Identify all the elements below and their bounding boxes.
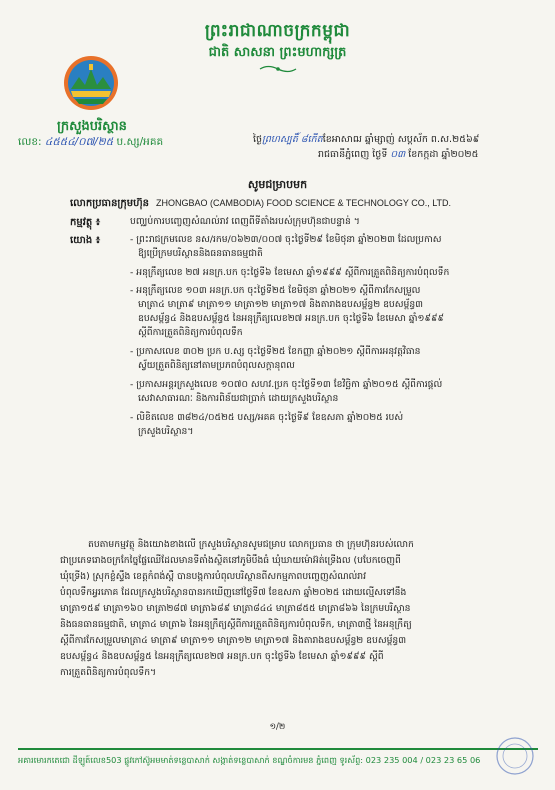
- reference-suffix: ប.ស្ស/អគគ: [116, 136, 164, 148]
- subject-label: កម្មវត្ថុ ៖: [70, 217, 101, 228]
- reference-item: - អនុក្រឹត្យលេខ ២៧ អនក្រ.បក ចុះថ្ងៃទី៦ ខែមេសា ឆ្នាំ១៩៩៩ ស្តីពីការត្រួតពិនិត្យការបំពុលទឹក: [130, 267, 450, 278]
- reference-item: - ព្រះរាជក្រមលេខ នស/រកម/០៦២៣/០០៧ ចុះថ្ងៃទី២៩ ខែមិថុនា ឆ្នាំ២០២៣ ដែលប្រកាស: [130, 234, 442, 245]
- date-rest: ខែអាសាឍ ឆ្នាំម្សាញ់ សប្តស័ក ព.ស.២៥៦៩: [322, 134, 480, 145]
- reference-item: ក្រសួងបរិស្ថាន។: [138, 426, 194, 437]
- footer-divider: [18, 748, 538, 750]
- addressee-khmer: លោកប្រធានក្រុមហ៊ុន: [70, 198, 149, 209]
- ministry-logo-icon: [63, 55, 119, 111]
- body-line: ជាប្រភេទរោងចក្រកែច្នៃផ្លែឈើដែលមានទីតាំងស្ថិតនៅភូមិបឹងធំ ឃុំឃាយម៉ោអ៊ត់ទ្រើងល (បបែកចេញពី: [60, 555, 401, 566]
- reference-item: ស្តីពីការត្រួតពិនិត្យការបំពុលទឹក: [138, 327, 243, 338]
- body-line: ស្តីពីការកែសម្រួលមាត្រា៤ មាត្រា៩ មាត្រា១១ មាត្រា១២ មាត្រា១៧ និងតារាងឧបសម្ព័ន្ធ២ ឧបសម្ព័ន្ធ៣: [60, 635, 407, 646]
- date2-rest: ខែកក្កដា ឆ្នាំ២០២៥: [408, 149, 479, 160]
- gregorian-date-line: [318, 148, 478, 162]
- reference-item: ឱ្យប្រើក្រមបរិស្ថាននិងធនធានធម្មជាតិ: [138, 248, 263, 259]
- body-line: ការត្រួតពិនិត្យការបំពុលទឹក។: [60, 667, 157, 678]
- date2-prefix: រាជធានីភ្នំពេញ ថ្ងៃទី: [318, 149, 388, 160]
- page-number: ១/២: [269, 722, 286, 732]
- body-line: មាត្រា១៥៩ មាត្រា១៦០ មាត្រា២៨៧ មាត្រា៦៨៩ មាត្រា៨៤៤ មាត្រា៨៥៥ មាត្រា៨៦៦ នៃក្រមបរិស្ថាន: [60, 603, 411, 614]
- date-prefix: ថ្ងៃ: [253, 134, 263, 145]
- subject-text: បញ្ឈប់ការបញ្ចេញសំណល់រាវ ពេញពីទីតាំងរបស់ក្រុមហ៊ុនជាបន្ទាន់ ។: [130, 216, 360, 227]
- letter-type: សូមជម្រាបមក: [247, 178, 308, 191]
- lunar-date-line: [253, 133, 479, 147]
- body-line: បំពុលទឹកអ្វរភោគ ដែលក្រសួងបរិស្ថានបានរកឃើញនៅថ្ងៃទី៧ ខែឧសភា ឆ្នាំ២០២៥ ដោយល្មើសទៅនឹង: [60, 587, 407, 598]
- reference-item: - ប្រកាសអន្តរក្រសួងលេខ ១០៧០ សហវ.ប្រក ចុះថ្ងៃទី១៣ ខែវិច្ឆិកា ឆ្នាំ២០១៥ ស្តីពីការផ្តល់: [130, 379, 443, 390]
- reference-label: យោង ៖: [70, 235, 101, 246]
- national-motto: ជាតិ សាសនា ព្រះមហាក្សត្រ: [208, 45, 347, 60]
- date-handwritten: ព្រហស្បតិ៍ ៨កើត: [262, 134, 323, 145]
- body-line: ឧបសម្ព័ន្ធ៤ និងឧបសម្ព័ន្ធ៥ នៃអនុក្រឹត្យលេខ២៧ អនក្រ.បក ចុះថ្ងៃទី៦ ខែមេសា ឆ្នាំ១៩៩៩ ស្តីពី: [60, 651, 384, 662]
- ministry-name: ក្រសួងបរិស្ថាន: [57, 119, 127, 134]
- reference-prefix: លេខ:: [18, 136, 42, 148]
- body-line: ឃុំទ្រើង) ស្រុកខ្លំស្ទឹង ខេត្តកំពង់ស្ពឺ បានបង្កការបំពុលបរិស្ថានពីសកម្មភាពបញ្ចេញសំណល់រាវ: [60, 571, 367, 582]
- reference-handwritten-number: ៤៥៥៤: [44, 136, 75, 148]
- stamp-seal-icon: [494, 735, 536, 777]
- addressee: [70, 196, 451, 211]
- reference-handwritten-date: /០៧/២៥: [74, 136, 114, 148]
- date2-handwritten: ០៣: [390, 149, 406, 160]
- reference-item: - អនុក្រឹត្យលេខ ១០៣ អនក្រ.បក ចុះថ្ងៃទី២៥ ខែមិថុនា ឆ្នាំ២០២១ ស្តីពីការកែសម្រួល: [130, 285, 421, 296]
- reference-item: មាត្រា៤ មាត្រា៩ មាត្រា១១ មាត្រា១២ មាត្រា១៧ និងតារាងឧបសម្ព័ន្ធ២ ឧបសម្ព័ន្ធ៣: [138, 299, 424, 310]
- ornament-divider-icon: [258, 64, 298, 74]
- body-line: និងធនធានធម្មជាតិ, មាត្រា៤ មាត្រា៦ នៃអនុក្រឹត្យស្តីពីការត្រួតពិនិត្យការបំពុលទឹក, មាត្រា៣ថ្មី នៃអនុក្រឹត្យ: [60, 619, 412, 630]
- kingdom-title: ព្រះរាជាណាចក្រកម្ពុជា: [204, 21, 351, 41]
- footer-address: អគារមោរកតេជោ ដីឡូត៍លេខ503 ផ្លូវកៅស៊ូអមមាត់ទន្លេបាសាក់ សង្កាត់ទន្លេបាសាក់ ខណ្ឌចំការមន ភ្នំពេញ ទូរស័ព្ទ: 023 235 004 / 023 23 65 06: [18, 755, 481, 765]
- addressee-company: ZHONGBAO (CAMBODIA) FOOD SCIENCE & TECHNOLOGY CO., LTD.: [156, 198, 452, 208]
- reference-item: ឧបសម្ព័ន្ធ៤ និងឧបសម្ព័ន្ធ៥ នៃអនុក្រឹត្យលេខ២៧ អនក្រ.បក ចុះថ្ងៃទី៦ ខែមេសា ឆ្នាំ១៩៩៩: [138, 313, 445, 324]
- body-line: តបតាមកម្មវត្ថុ និងយោងខាងលើ ក្រសួងបរិស្ថានសូមជម្រាប លោកប្រធាន ថា ក្រុមហ៊ុនរបស់លោក: [88, 539, 414, 550]
- reference-number: [18, 136, 163, 151]
- reference-item: ស្វ័យត្រួតពិនិត្យនៅតាមប្រភពបំពុលសក្តានុពល: [138, 360, 295, 371]
- reference-item: - លិខិតលេខ ៣៨២៤/០៥២៥ បស្ស/អគគ ចុះថ្ងៃទី៩ ខែឧសភា ឆ្នាំ២០២៥ របស់: [130, 412, 404, 423]
- reference-item: សេវាសាធារណៈ និងការពិន័យជាប្រាក់ ដោយក្រសួងបរិស្ថាន: [138, 393, 339, 404]
- reference-item: - ប្រកាសលេខ ៣០២ ប្រក ប.ស្ស ចុះថ្ងៃទី២៥ ខែកញ្ញា ឆ្នាំ២០២១ ស្តីពីការអនុវត្តវិធាន: [130, 346, 421, 357]
